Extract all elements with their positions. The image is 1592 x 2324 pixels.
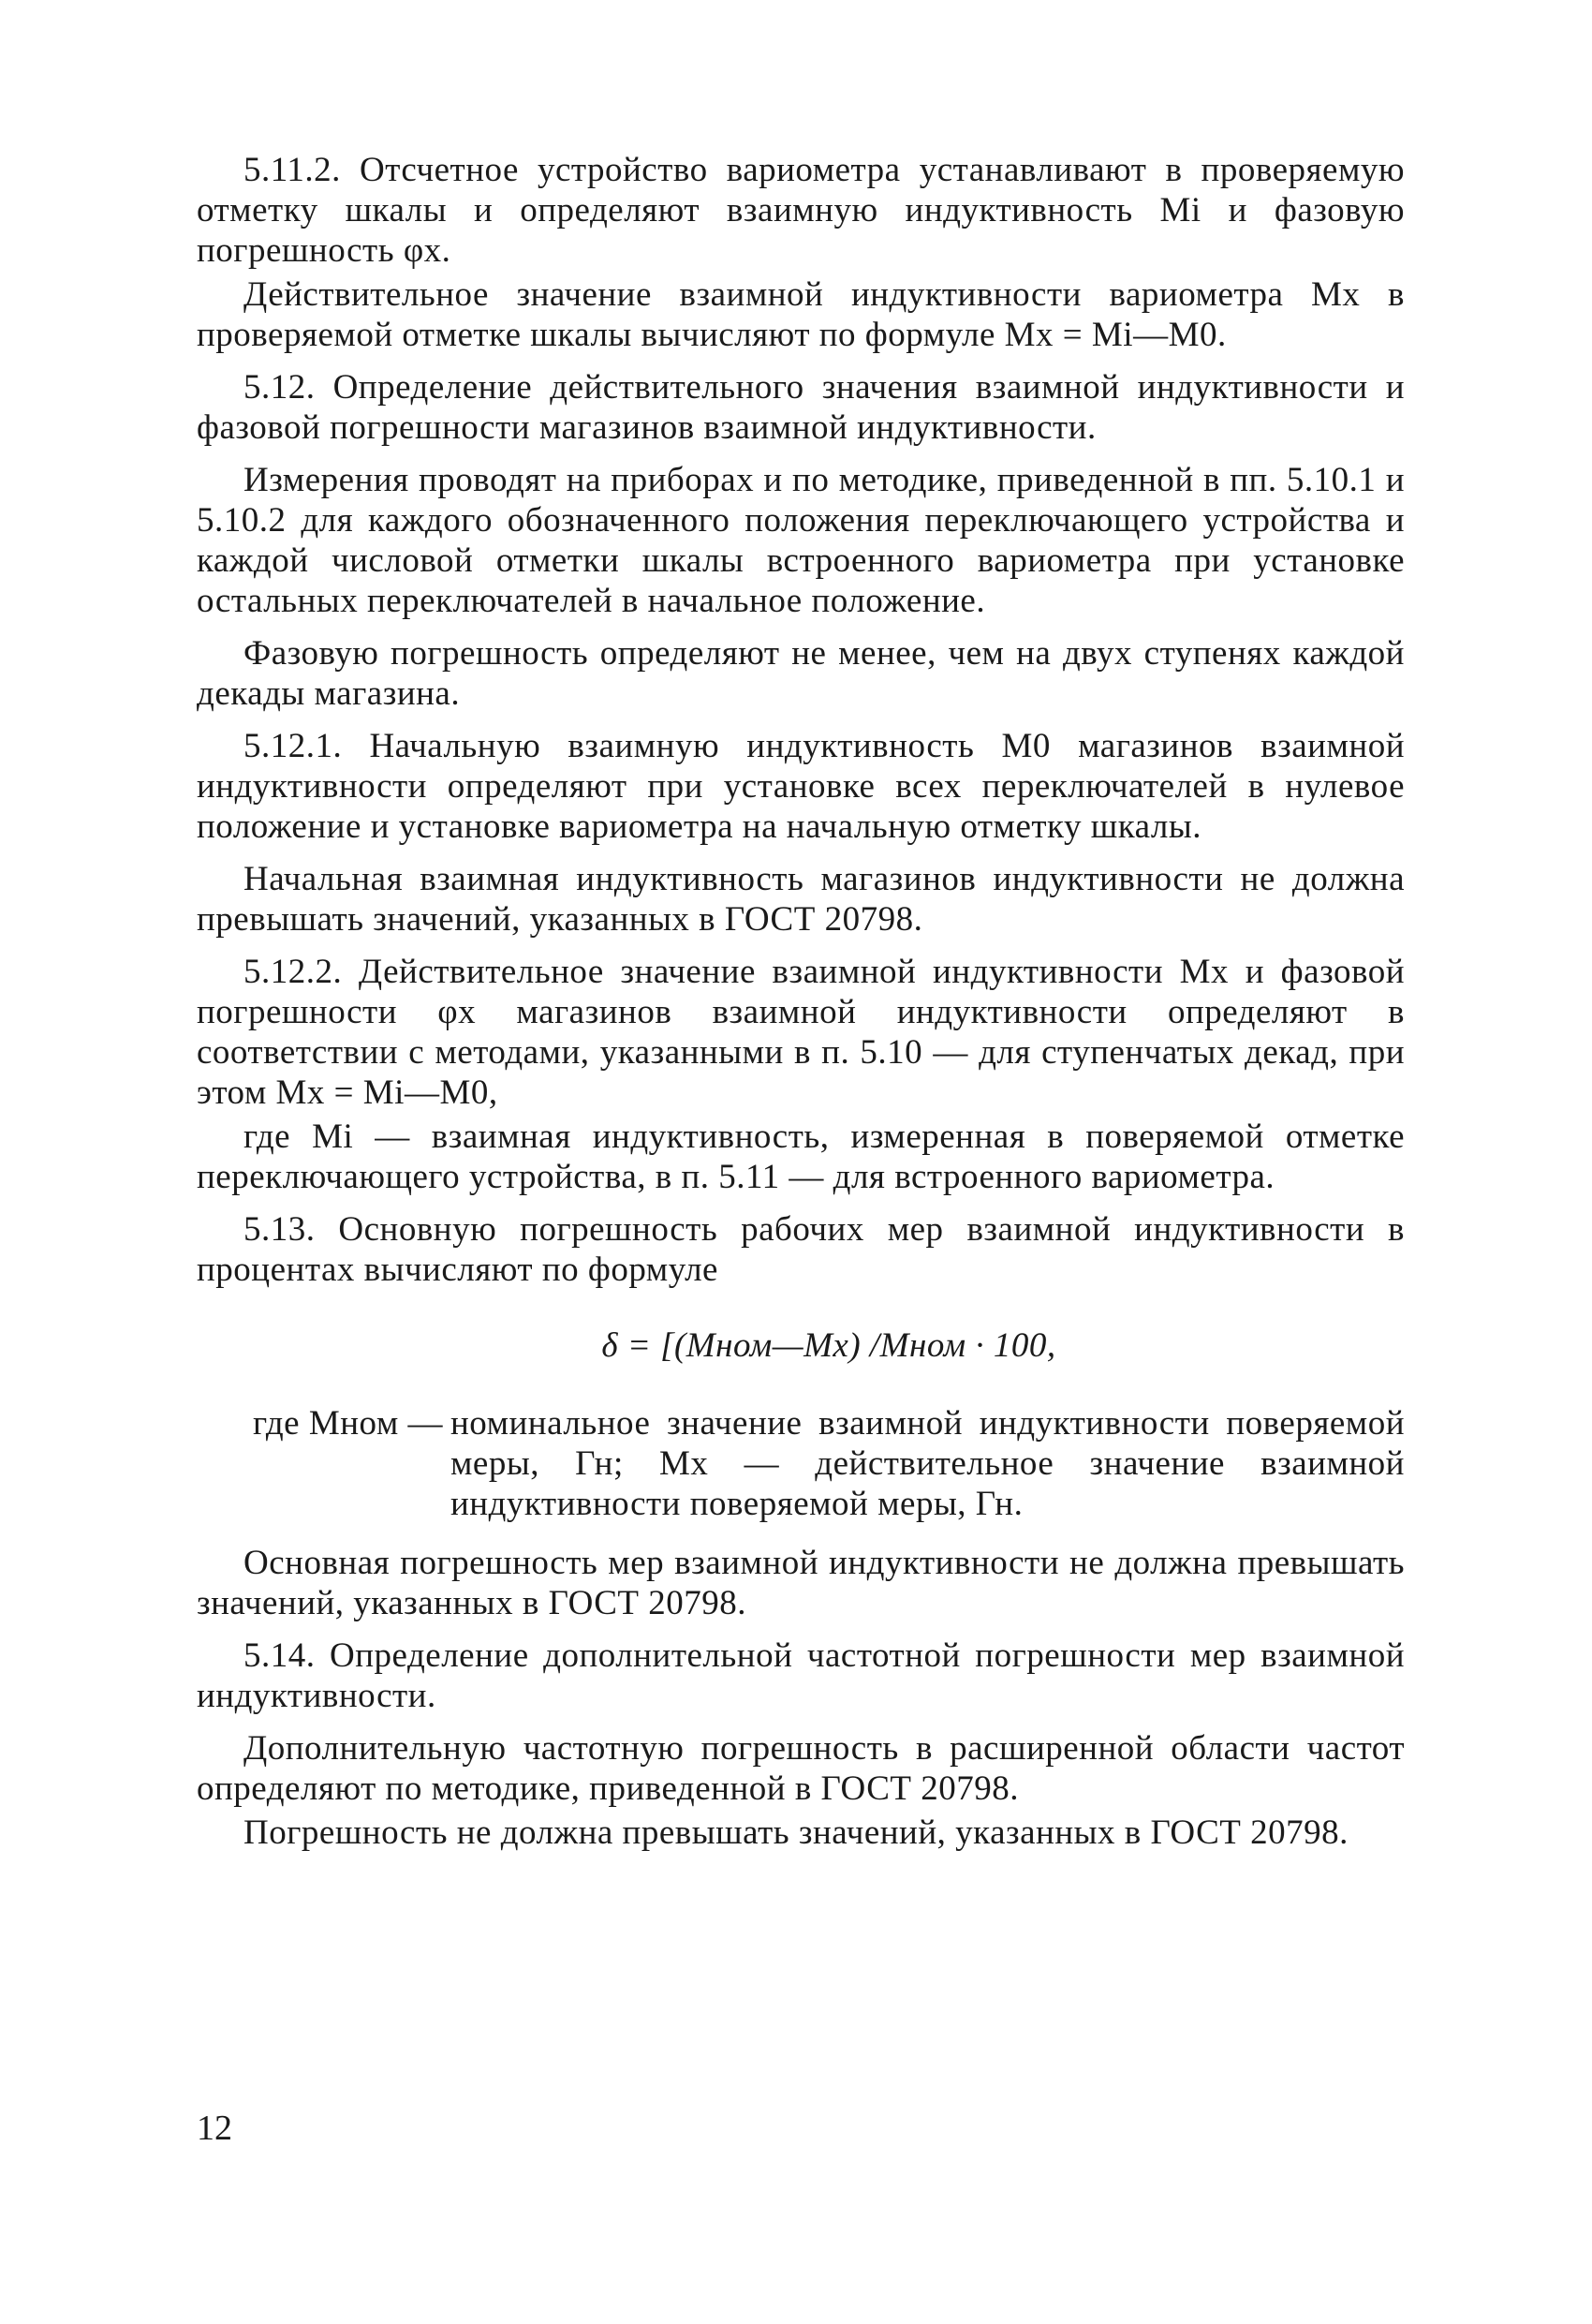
- paragraph-5-14: 5.14. Определение дополнительной частотной погрешности мер взаимной индуктивности.: [197, 1636, 1405, 1715]
- paragraph-phase-error: Фазовую погрешность определяют не менее, чем на двух ступенях каждой декады магазина.: [197, 634, 1405, 713]
- paragraph-where-mi: где Mi — взаимная индуктивность, измеренная в поверяемой отметке переключающего устройства, в п. 5.11 — для встроенного вариометра.: [197, 1118, 1405, 1196]
- paragraph-frequency-error: Дополнительную частотную погрешность в расширенной области частот определяют по методике, приведенной в ГОСТ 20798.: [197, 1729, 1405, 1808]
- paragraph-variometer-value: Действительное значение взаимной индуктивности вариометра Mx в проверяемой отметке шкалы вычисляют по формуле Mx = Mi—M0.: [197, 275, 1405, 354]
- paragraph-main-error-limit: Основная погрешность мер взаимной индуктивности не должна превышать значений, указанных в ГОСТ 20798.: [197, 1544, 1405, 1622]
- paragraph-5-12: 5.12. Определение действительного значения взаимной индуктивности и фазовой погрешности магазинов взаимной индуктивности.: [197, 368, 1405, 447]
- formula-legend-lead: где Mном —: [253, 1404, 443, 1443]
- paragraph-5-12-2: 5.12.2. Действительное значение взаимной индуктивности Mx и фазовой погрешности φx магазинов взаимной индуктивности определяют в соответствии с методами, указанными в п. 5.10 — для ступенчатых декад, при этом Mx = Mi—M0,: [197, 953, 1405, 1112]
- paragraph-5-13: 5.13. Основную погрешность рабочих мер взаимной индуктивности в процентах вычисляют по формуле: [197, 1210, 1405, 1289]
- page-number: 12: [197, 2109, 232, 2148]
- paragraph-5-12-1: 5.12.1. Начальную взаимную индуктивность M0 магазинов взаимной индуктивности определяют при установке всех переключателей в нулевое положение и установке вариометра на начальную отметку шкалы.: [197, 727, 1405, 846]
- formula-legend-body: номинальное значение взаимной индуктивности поверяемой меры, Гн; Mx — действительное значение взаимной индуктивности поверяемой меры, Гн.: [450, 1404, 1405, 1523]
- document-page: [197, 150, 1405, 1865]
- paragraph-error-limit: Погрешность не должна превышать значений, указанных в ГОСТ 20798.: [243, 1813, 1349, 1852]
- formula-main-error: δ = [(Mном—Mx) /Mном · 100,: [601, 1326, 1056, 1365]
- paragraph-initial-inductance: Начальная взаимная индуктивность магазинов индуктивности не должна превышать значений, указанных в ГОСТ 20798.: [197, 860, 1405, 939]
- paragraph-measurements: Измерения проводят на приборах и по методике, приведенной в пп. 5.10.1 и 5.10.2 для каждого обозначенного положения переключающего устройства и каждой числовой отметки шкалы встроенного вариометра при установке остальных переключателей в начальное положение.: [197, 461, 1405, 620]
- formula-legend: [197, 1403, 1405, 1524]
- paragraph-5-11-2: 5.11.2. Отсчетное устройство вариометра устанавливают в проверяемую отметку шкалы и определяют взаимную индуктивность Mi и фазовую погрешность φx.: [197, 151, 1405, 270]
